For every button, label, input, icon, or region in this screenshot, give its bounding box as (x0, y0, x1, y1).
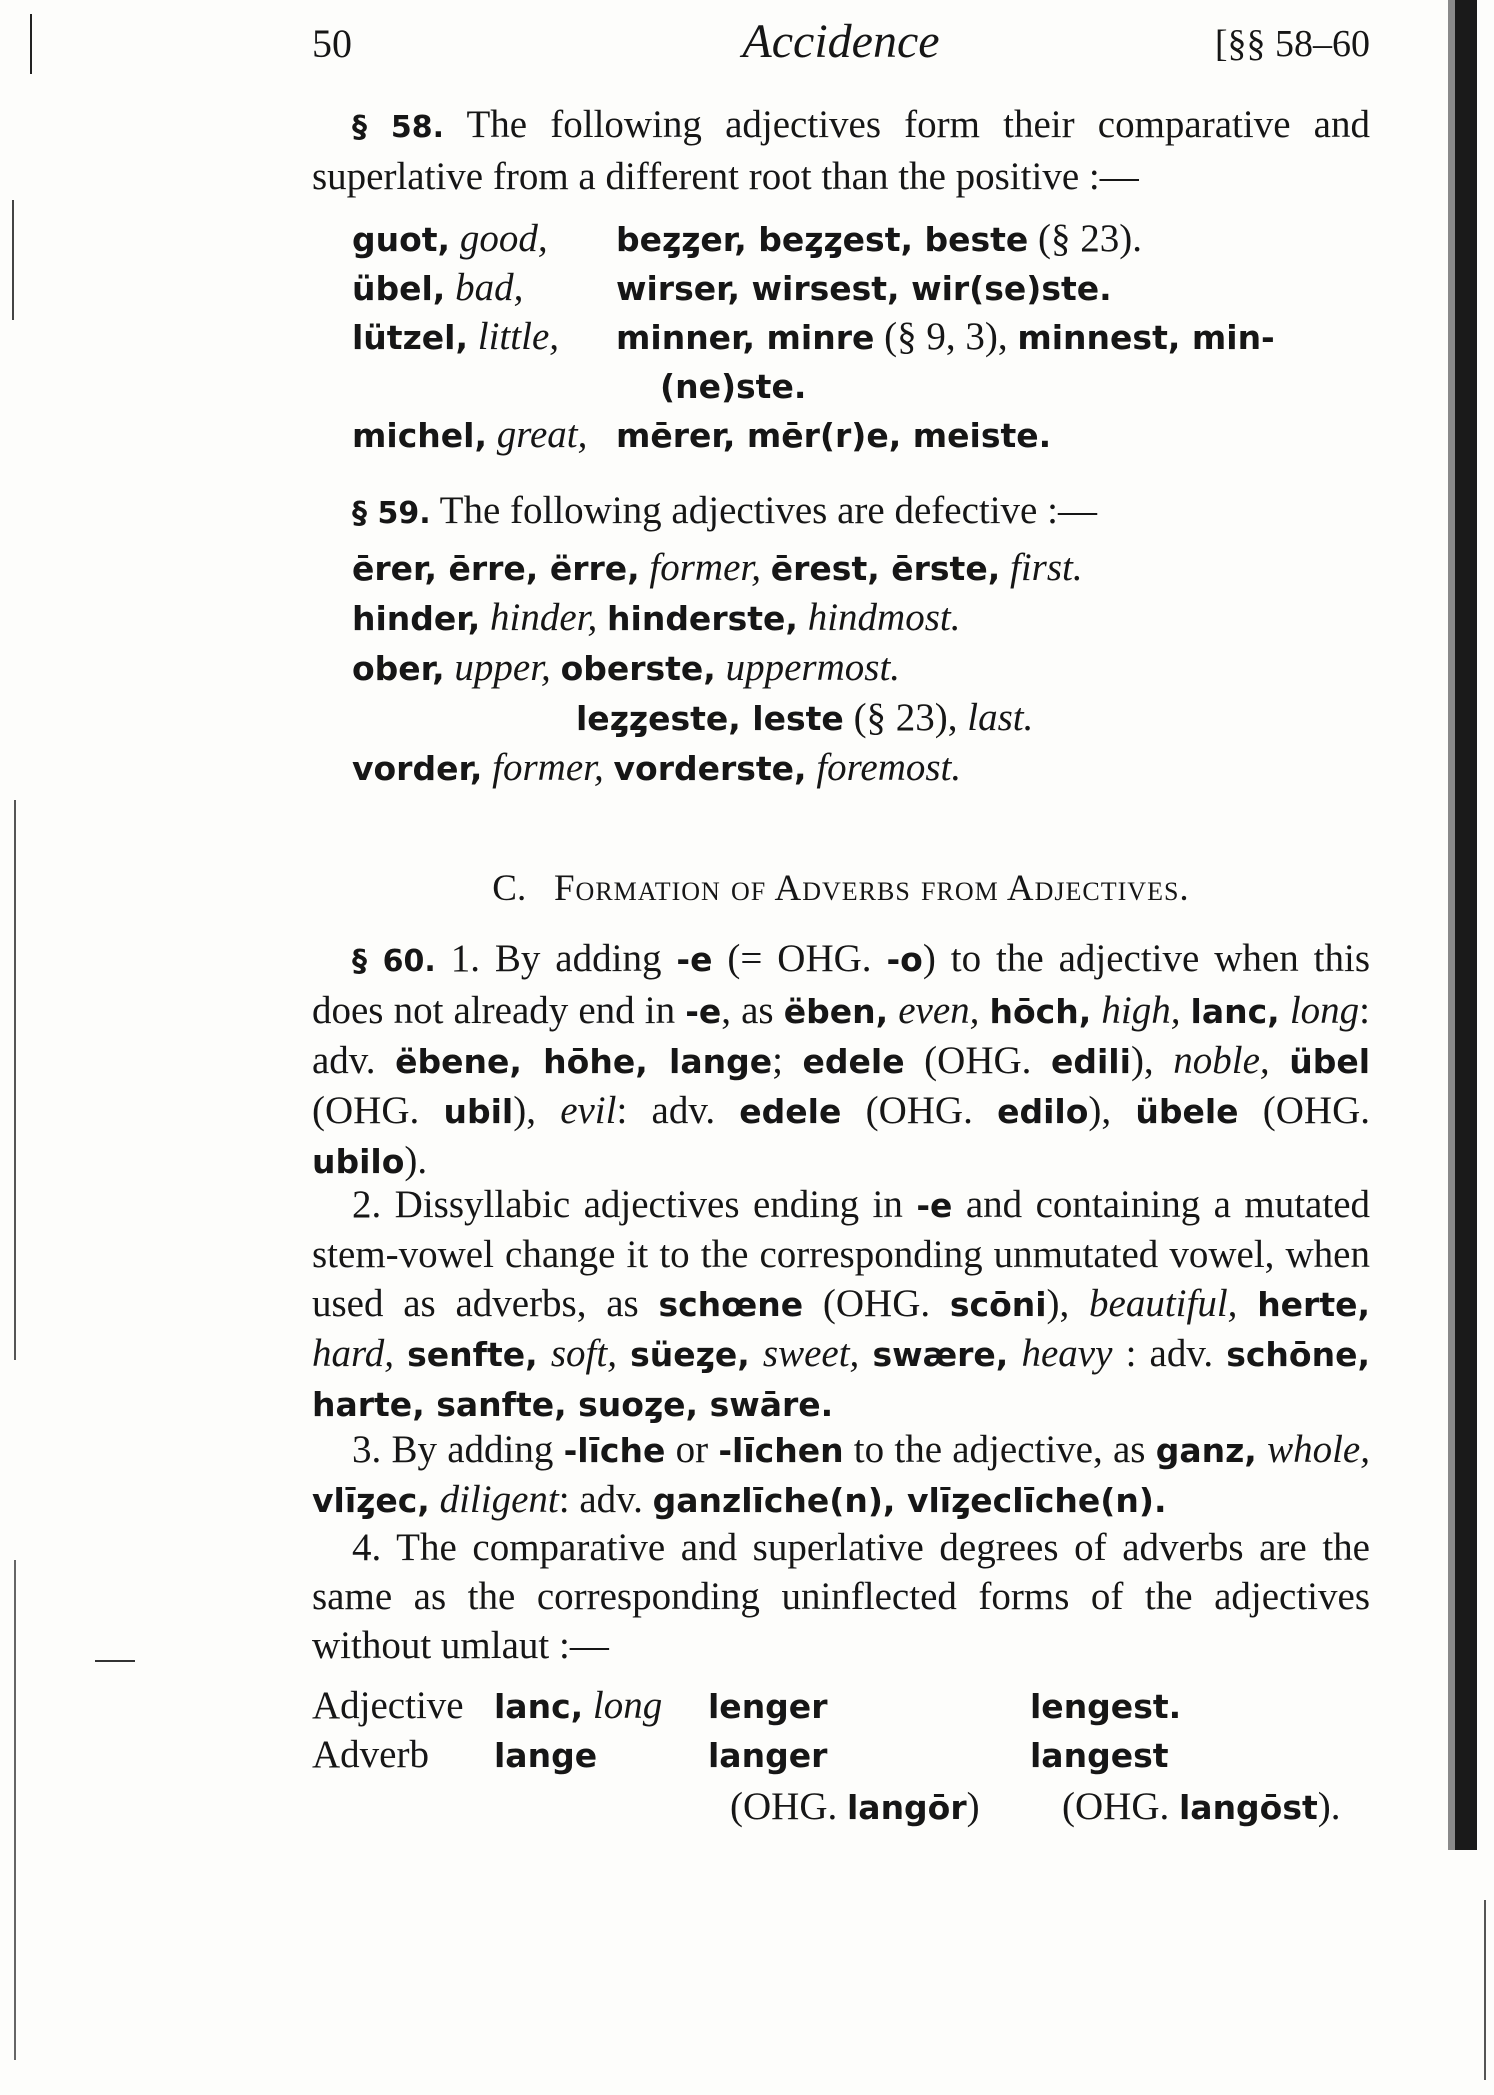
table-comparative-adverb: langer (708, 1736, 828, 1775)
left-margin-marks-2 (14, 800, 16, 1360)
section-60-para-3: 3. By adding -līche or -līchen to the adjective, as ganz, whole, vlīȥec, diligent: adv. ganzlīche(n), vlīȥeclīche(n). (312, 1428, 1370, 1521)
running-header (312, 14, 1370, 74)
table-positive-adverb: lange (494, 1736, 598, 1775)
s59-line-vorder: vorder, former, vorderste, foremost. (352, 746, 962, 789)
table-superlative-adjective: lengest. (1030, 1687, 1182, 1726)
section-reference: [§§ 58–60 (1214, 23, 1370, 65)
left-margin-marks-3 (14, 1560, 16, 2060)
table-label-adjective: Adjective (312, 1684, 464, 1727)
table-positive-adjective: lanc, long (494, 1684, 663, 1727)
section-59-intro: § 59. The following adjectives are defective :— (352, 489, 1097, 532)
section-c-heading: C. Formation of Adverbs from Adjectives. (492, 868, 1190, 909)
section-58-intro: § 58. The following adjectives form their comparative and superlative from a different root than the positive :— (312, 103, 1370, 198)
right-page-edge-light (1448, 0, 1455, 1850)
table-comparative-adjective: lenger (708, 1687, 828, 1726)
page-number: 50 (312, 21, 352, 66)
running-title: Accidence (742, 15, 940, 68)
book-page: 50 Accidence [§§ 58–60 § 58. The following adjectives form their comparative and superlative from a different root than the positive :— guot, good, beȥȥer, beȥȥest, beste (§ 23). übel, bad, wirser, wirsest, wir(se)ste. lützel, little, minner, minre (§ 9, 3), minnest, min- (ne)ste. michel, great, mērer, mēr(r)e, meiste. § 59. The following adjectives are defective :— ērer, ērre, ërre, former, ērest, ērste, first. hinder, hinder, hinderste, hindmost. ober, upper, oberste, uppermost. leȥȥeste, leste (§ 23), last. vorder, former, vorderste, foremost. C. Formation of Adverbs from Adjectives. § 60. 1. By adding -e (= OHG. -o) to the adjective when this does not already end in -e, as ëben, even, hōch, high, lanc, long: adv. ëbene, hōhe, lange; edele (OHG. edili), noble, übel (OHG. ubil), evil: adv. edele (OHG. edilo), übele (OHG. ubilo). 2. Dissyllabic adjectives ending in -e and containing a mutated stem-vowel change it to the corresponding unmutated vowel, when used as adverbs, as schœne (OHG. scōni), beautiful, herte, hard, senfte, soft, süeȥe, sweet, swære, heavy : adv. schōne, harte, sanfte, suoȥe, swāre. 3. By adding -līche or -līchen to the adjective, as ganz, whole, vlīȥec, diligent: adv. ganzlīche(n), vlīȥeclīche(n). 4. The comparative and superlative degrees of adverbs are the same as the corresponding uninflected forms of the adjectives without umlaut :— Adjective lanc, long lenger lengest. Adverb lange langer langest (OHG. langōr) (OHG. langōst). (0, 0, 1494, 2095)
section-60-para-2: 2. Dissyllabic adjectives ending in -e and containing a mutated stem-vowel change it to the corresponding unmutated vowel, when used as adverbs, as schœne (OHG. scōni), beautiful, herte, hard, senfte, soft, süeȥe, sweet, swære, heavy : adv. schōne, harte, sanfte, suoȥe, swāre. (312, 1183, 1371, 1424)
table-superlative-adverb: langest (1030, 1736, 1169, 1775)
section-60-para-4: 4. The comparative and superlative degrees of adverbs are the same as the corresponding uninflected forms of the adjectives without umlaut :— (312, 1526, 1370, 1667)
s59-line-hinder: hinder, hinder, hinderste, hindmost. (352, 596, 961, 639)
stray-dash (95, 1660, 135, 1662)
left-margin-line (30, 14, 32, 74)
s59-line-ober: ober, upper, oberste, uppermost. (352, 646, 901, 689)
right-page-edge (1455, 0, 1477, 1850)
left-margin-marks (12, 200, 14, 320)
table-ohg-comparative: (OHG. langōr) (730, 1785, 980, 1828)
right-bottom-marks (1484, 1900, 1486, 2080)
s58-row-little-cont: (ne)ste. (660, 367, 807, 406)
table-label-adverb: Adverb (312, 1733, 429, 1776)
s59-line-former: ērer, ērre, ërre, former, ērest, ērste, first. (352, 546, 1083, 589)
table-ohg-superlative: (OHG. langōst). (1062, 1785, 1341, 1828)
s59-line-last: leȥȥeste, leste (§ 23), last. (576, 696, 1034, 739)
section-60-para-1: § 60. 1. By adding -e (= OHG. -o) to the adjective when this does not already end in -e, as ëben, even, hōch, high, lanc, long: adv. ëbene, hōhe, lange; edele (OHG. edili), noble, übel (OHG. ubil), evil: adv. edele (OHG. edilo), übele (OHG. ubilo). (312, 937, 1371, 1182)
